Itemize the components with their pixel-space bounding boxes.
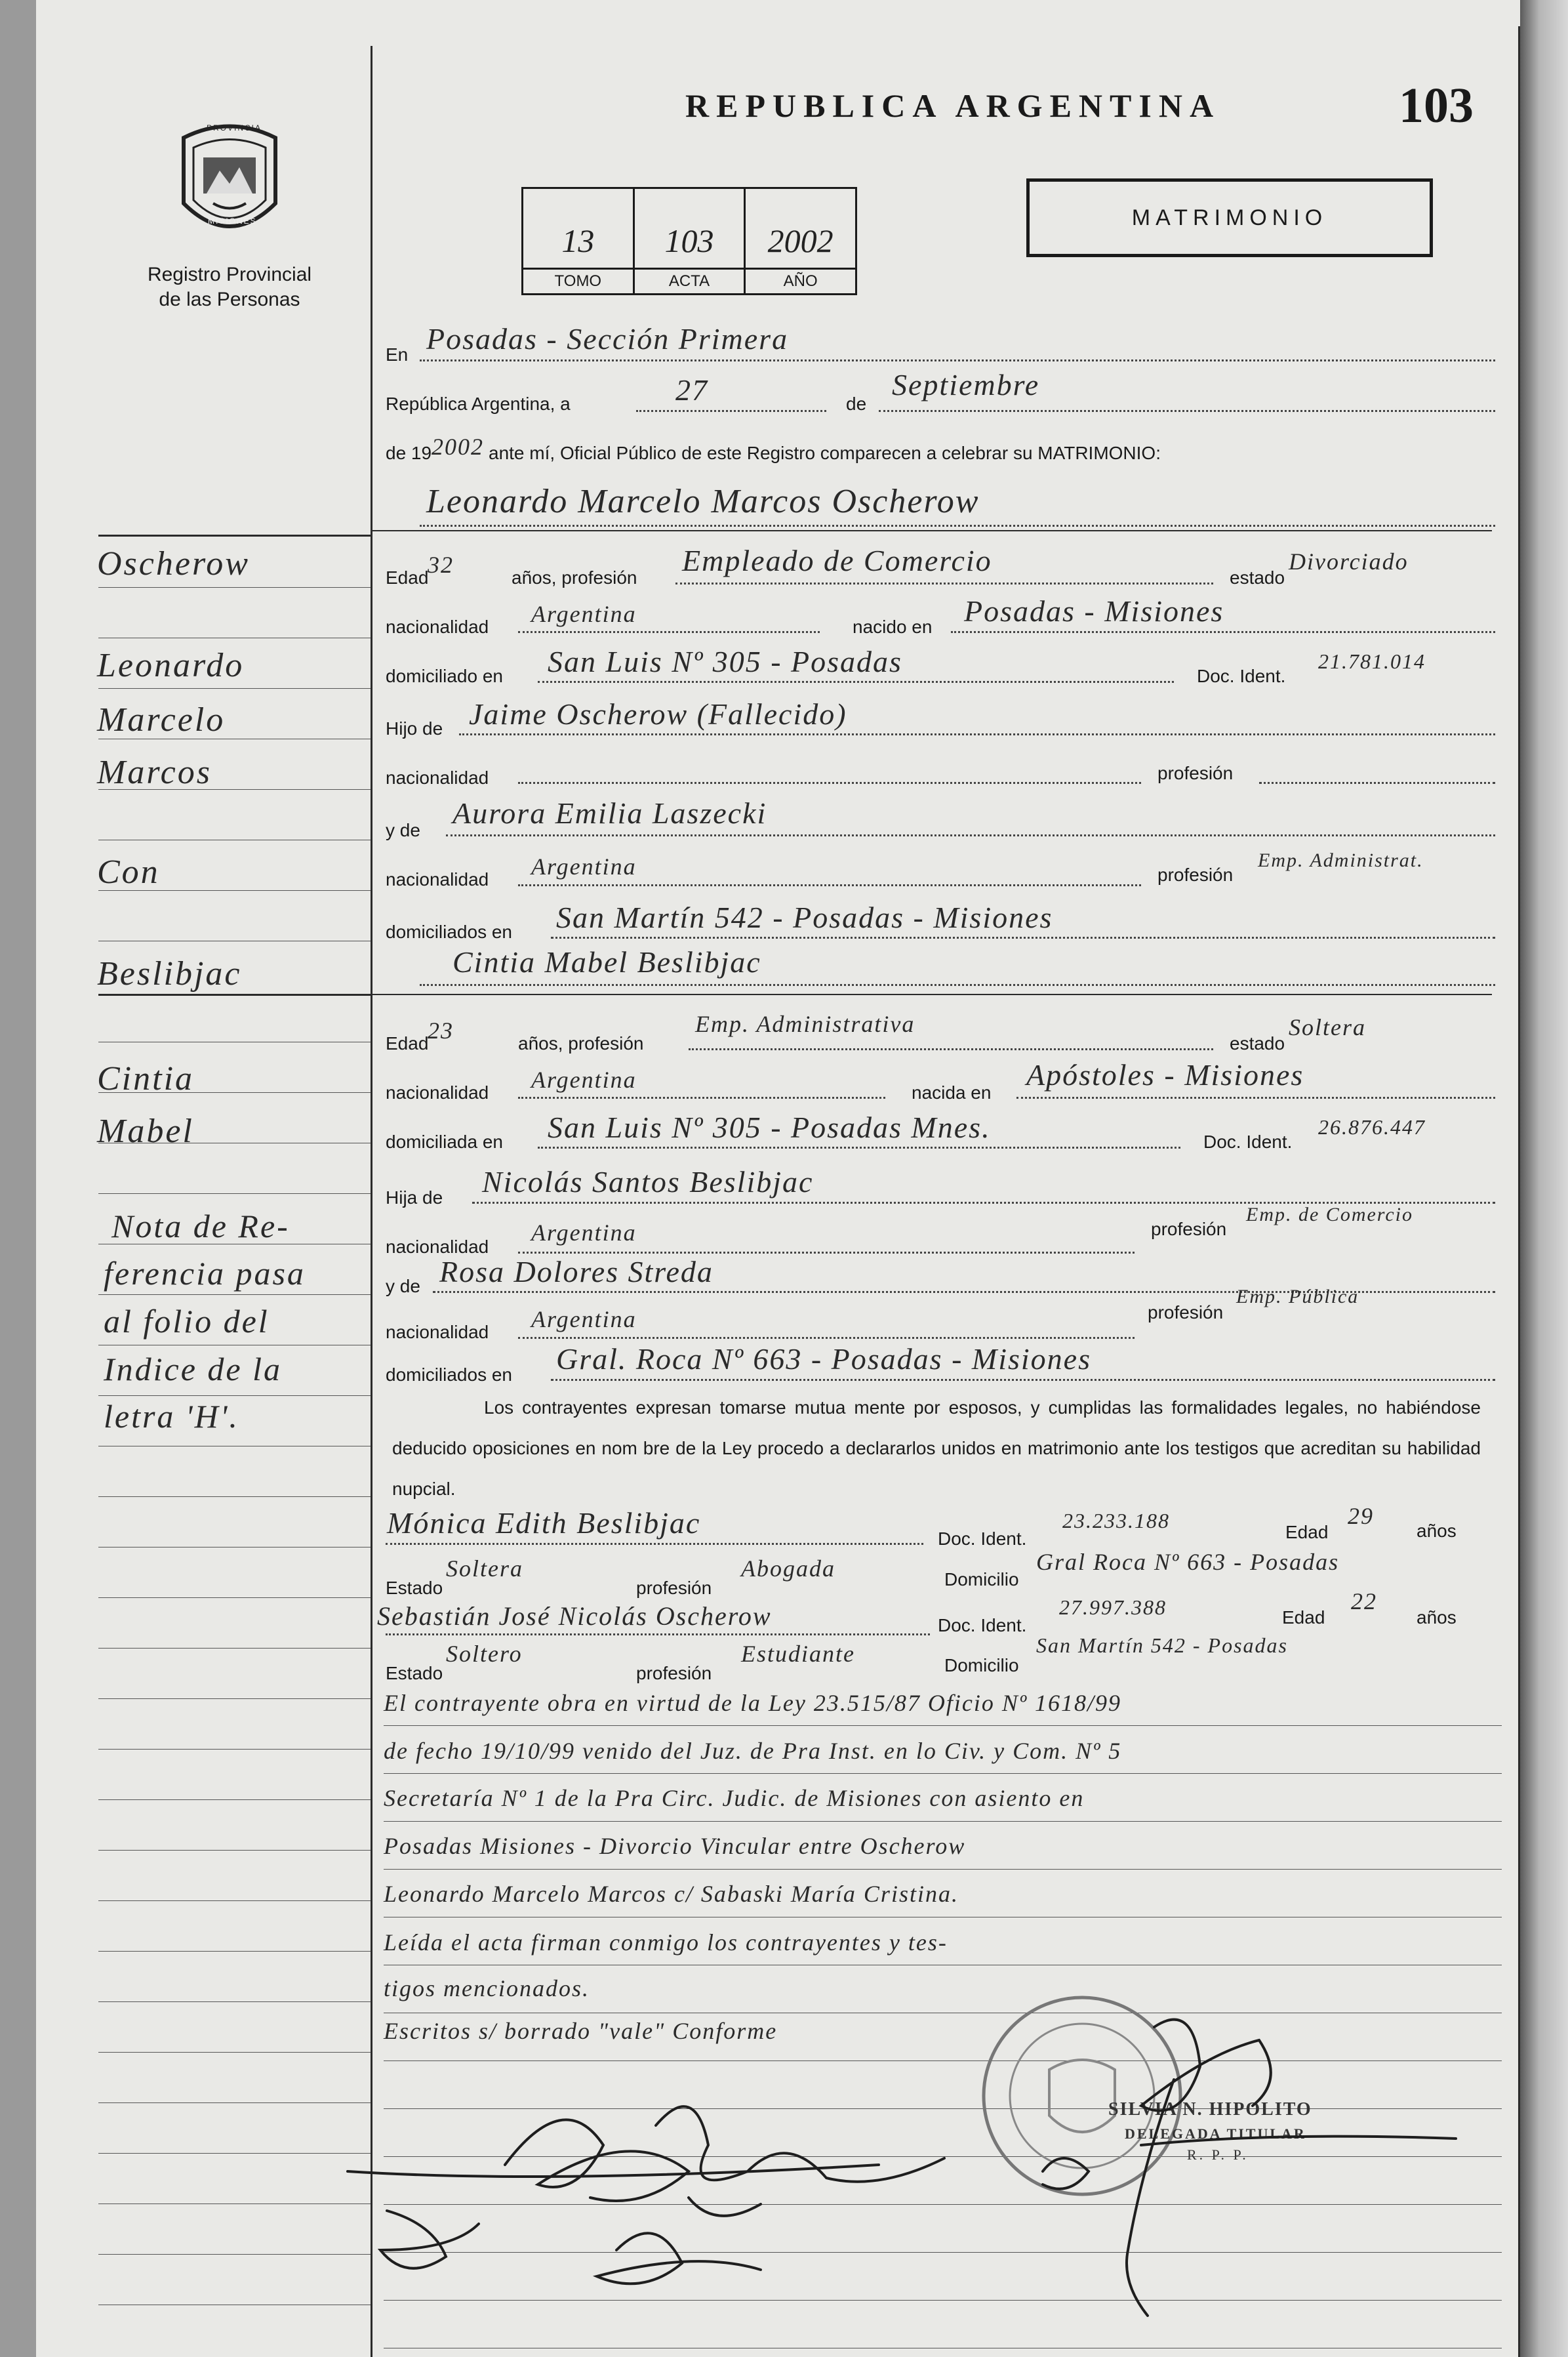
official-org: R. P. P. bbox=[1187, 2146, 1249, 2163]
bride-mother: Rosa Dolores Streda bbox=[439, 1255, 714, 1288]
bride-parents-address: Gral. Roca Nº 663 - Posadas - Misiones bbox=[556, 1342, 1091, 1376]
margin-given2b: Mabel bbox=[97, 1113, 194, 1150]
bride-mother-nationality: Argentina bbox=[531, 1306, 637, 1332]
bride-name: Cintia Mabel Beslibjac bbox=[452, 945, 761, 979]
note-line: Leonardo Marcelo Marcos c/ Sabaski María Cristina. bbox=[384, 1881, 959, 1907]
bride-profession: Emp. Administrativa bbox=[695, 1011, 915, 1037]
note-line: Secretaría Nº 1 de la Pra Circ. Judic. de Misiones con asiento en bbox=[384, 1785, 1085, 1811]
provincial-seal-icon bbox=[167, 118, 292, 249]
seal-bottom-text: MISIONES bbox=[208, 216, 257, 226]
groom-mother: Aurora Emilia Laszecki bbox=[452, 796, 767, 830]
margin-surname1: Oscherow bbox=[97, 545, 250, 583]
bride-nationality: Argentina bbox=[531, 1067, 637, 1093]
official-name: SILVIA N. HIPOLITO bbox=[1108, 2099, 1312, 2120]
note-line: de fecho 19/10/99 venido del Juz. de Pra Inst. en lo Civ. y Com. Nº 5 bbox=[384, 1738, 1122, 1764]
witness1-address: Gral Roca Nº 663 - Posadas bbox=[1036, 1549, 1340, 1575]
declaration-paragraph: Los contrayentes expresan tomarse mutua mente por esposos, y cumplidas las formalidades legales, no habiéndose deducido oposiciones en nom bre de la Ley procedo a declararlos unidos en matrimonio ante los testigos que acreditan su habilidad nupcial. bbox=[392, 1397, 1481, 1499]
note-line: Leída el acta firman conmigo los contrayentes y tes- bbox=[384, 1929, 948, 1956]
document-type: MATRIMONIO bbox=[1131, 205, 1328, 230]
note-line: tigos mencionados. bbox=[384, 1975, 590, 2001]
signatures-scribble-icon bbox=[289, 1975, 1469, 2355]
place-value: Posadas - Sección Primera bbox=[426, 322, 789, 356]
groom-name: Leonardo Marcelo Marcos Oscherow bbox=[426, 483, 980, 520]
witness2-age: 22 bbox=[1351, 1588, 1377, 1614]
groom-address: San Luis Nº 305 - Posadas bbox=[548, 645, 902, 678]
document-type-box bbox=[1026, 178, 1433, 257]
page-number: 103 bbox=[1399, 78, 1474, 133]
bride-age: 23 bbox=[428, 1017, 454, 1044]
tomo-cell: 13 TOMO bbox=[523, 189, 635, 293]
groom-nationality: Argentina bbox=[531, 601, 637, 627]
witness2-name: Sebastián José Nicolás Oscherow bbox=[377, 1601, 772, 1631]
note-line: Posadas Misiones - Divorcio Vincular entre Oscherow bbox=[384, 1833, 966, 1859]
witness2-status: Soltero bbox=[446, 1641, 523, 1667]
bride-birthplace: Apóstoles - Misiones bbox=[1026, 1058, 1304, 1092]
anio-cell: 2002 AÑO bbox=[746, 189, 855, 293]
country-title: REPUBLICA ARGENTINA bbox=[685, 87, 1221, 124]
witness1-name: Mónica Edith Beslibjac bbox=[387, 1506, 701, 1540]
margin-note-line: ferencia pasa bbox=[104, 1255, 306, 1292]
groom-father: Jaime Oscherow (Fallecido) bbox=[469, 697, 847, 731]
bride-mother-profession: Emp. Pública bbox=[1236, 1286, 1359, 1307]
margin-note-line: Indice de la bbox=[104, 1351, 283, 1387]
record-reference-grid bbox=[521, 187, 857, 295]
note-line: El contrayente obra en virtud de la Ley 23.515/87 Oficio Nº 1618/99 bbox=[384, 1690, 1122, 1716]
registry-name: Registro Provincial de las Personas bbox=[147, 264, 312, 310]
margin-note-line: letra 'H'. bbox=[104, 1398, 239, 1435]
witness2-address: San Martín 542 - Posadas bbox=[1036, 1633, 1288, 1657]
acta-cell: 103 ACTA bbox=[635, 189, 746, 293]
groom-profession: Empleado de Comercio bbox=[682, 544, 992, 577]
bride-status: Soltera bbox=[1289, 1014, 1366, 1040]
note-line: Escritos s/ borrado "vale" Conforme bbox=[384, 2018, 778, 2044]
witness2-profession: Estudiante bbox=[741, 1641, 855, 1667]
margin-note-line: Nota de Re- bbox=[111, 1208, 290, 1244]
bride-doc: 26.876.447 bbox=[1318, 1115, 1426, 1139]
groom-mother-profession: Emp. Administrat. bbox=[1258, 850, 1424, 871]
bride-address: San Luis Nº 305 - Posadas Mnes. bbox=[548, 1111, 991, 1144]
witness2-doc: 27.997.388 bbox=[1059, 1595, 1167, 1619]
month-value: Septiembre bbox=[892, 368, 1040, 401]
groom-birthplace: Posadas - Misiones bbox=[964, 594, 1224, 628]
margin-given1a: Leonardo bbox=[97, 647, 245, 684]
margin-given1b: Marcelo bbox=[97, 701, 226, 739]
margin-given1c: Marcos bbox=[97, 754, 212, 791]
bride-father-profession: Emp. de Comercio bbox=[1246, 1204, 1414, 1225]
seal-top-text: PROVINCIA bbox=[207, 123, 262, 133]
groom-age: 32 bbox=[428, 552, 454, 578]
margin-surname2: Beslibjac bbox=[97, 955, 242, 993]
groom-mother-nationality: Argentina bbox=[531, 853, 637, 880]
margin-given2a: Cintia bbox=[97, 1060, 195, 1097]
witness1-doc: 23.233.188 bbox=[1062, 1509, 1170, 1532]
margin-note-line: al folio del bbox=[104, 1303, 270, 1340]
bride-father-nationality: Argentina bbox=[531, 1219, 637, 1246]
page-edge bbox=[1520, 0, 1568, 2357]
day-value: 27 bbox=[675, 373, 708, 407]
year-value: 2002 bbox=[432, 434, 484, 460]
official-role: DELEGADA TITULAR bbox=[1125, 2125, 1306, 2142]
groom-status: Divorciado bbox=[1289, 548, 1409, 575]
bride-father: Nicolás Santos Beslibjac bbox=[482, 1165, 814, 1199]
witness1-age: 29 bbox=[1348, 1503, 1374, 1529]
margin-con: Con bbox=[97, 853, 160, 891]
groom-parents-address: San Martín 542 - Posadas - Misiones bbox=[556, 901, 1053, 934]
groom-doc: 21.781.014 bbox=[1318, 649, 1426, 673]
witness1-profession: Abogada bbox=[741, 1555, 835, 1582]
witness1-status: Soltera bbox=[446, 1555, 523, 1582]
